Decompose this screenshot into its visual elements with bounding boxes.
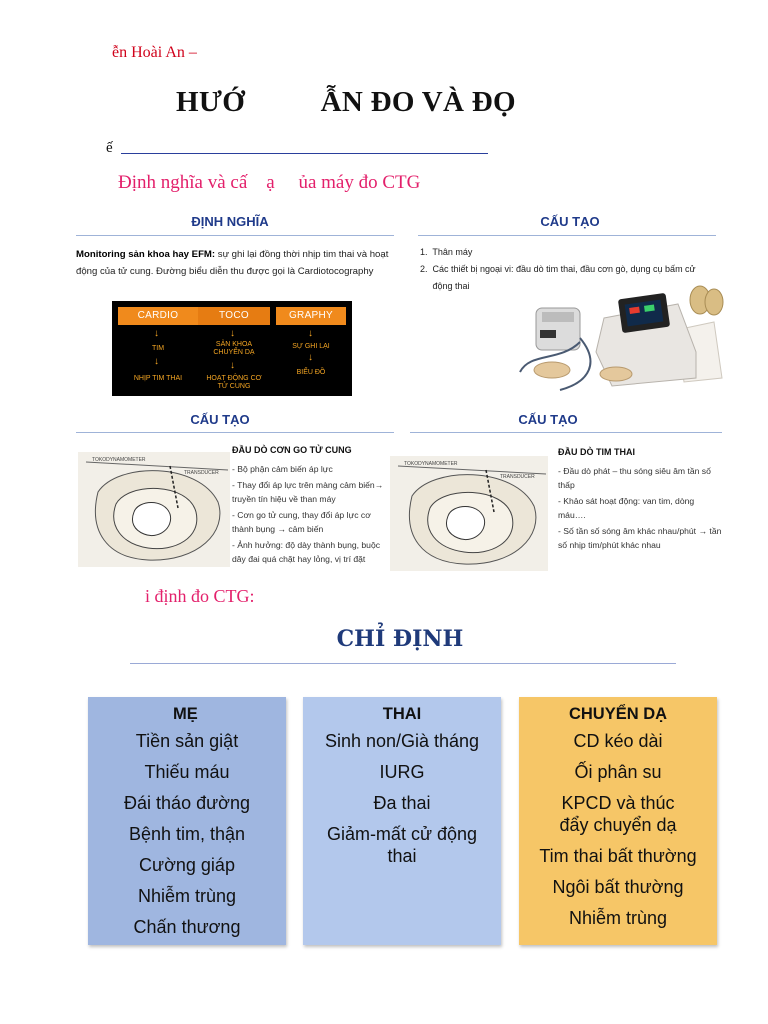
diagram-cardio-meaning: TIM xyxy=(151,345,165,352)
toco-label-tokodynamometer: TOKODYNAMOMETER xyxy=(92,457,146,463)
slide-title-toco: CẤU TẠO xyxy=(190,412,250,427)
section-heading-definition: Định nghĩa và cấ ạ ủa máy đo CTG xyxy=(118,172,421,193)
arrow-down-icon: ↓ xyxy=(154,328,159,339)
definition-body: sự ghi lại đồng thời nhịp tim thai và hoạt động của tử cung. Đường biểu diễn thu được gọi là Cardiotocography xyxy=(76,249,389,277)
indication-item: Nhiễm trùng xyxy=(137,886,237,906)
subject-underline xyxy=(121,153,488,154)
chip-graphy: GRAPHY xyxy=(276,307,346,325)
toco-bullets xyxy=(232,462,384,568)
indication-item: Thiếu máu xyxy=(144,762,230,782)
slide-title-heart: CẤU TẠO xyxy=(518,412,578,427)
ctg-machine-photo xyxy=(500,282,730,398)
chip-toco: TOCO xyxy=(198,307,270,325)
indication-item: Chấn thương xyxy=(133,917,241,937)
card-labor xyxy=(519,697,717,945)
heart-transducer-illustration xyxy=(390,456,548,571)
author-line: ễn Hoài An – xyxy=(112,44,197,61)
slide-rule xyxy=(418,235,716,236)
slide-rule xyxy=(76,235,394,236)
indication-item: Tiền sản giật xyxy=(135,731,239,751)
document-title: HƯỚ ẪN ĐO VÀ ĐỌ xyxy=(176,86,516,118)
indication-item: Ối phân su xyxy=(574,762,662,782)
indications-title: CHỈ ĐỊNH xyxy=(336,626,464,652)
heart-bullet: - Đầu dò phát – thu sóng siêu âm tần số thấp xyxy=(558,466,711,490)
card-fetus-items xyxy=(303,730,501,867)
diagram-toco-meaning: SẢN KHOA CHUYỂN DẠ xyxy=(213,341,255,356)
indication-item: Cường giáp xyxy=(139,855,235,875)
toco-bullet: - Cơn go tử cung, thay đổi áp lực cơ thành bụng → cảm biến xyxy=(232,510,371,534)
indication-item: Đái tháo đường xyxy=(124,793,250,813)
indication-item: Bệnh tim, thận xyxy=(128,824,246,844)
arrow-down-icon: ↓ xyxy=(308,328,313,339)
subject-label: ế xyxy=(106,140,113,156)
arrow-down-icon: ↓ xyxy=(308,352,313,363)
structure-item: 1. Thân máy xyxy=(420,247,473,257)
toco-heading: ĐẦU DÒ CƠN GO TỬ CUNG xyxy=(232,445,352,455)
heart-bullet: - Khảo sát hoạt động: van tim, dòng máu…. xyxy=(558,496,695,520)
slide-title-structure: CẤU TẠO xyxy=(540,214,600,229)
slide-rule xyxy=(76,432,394,433)
structure-item: 2. Các thiết bị ngoại vi: đầu dò tim thai, đầu cơn gò, dụng cụ bấm cử xyxy=(420,264,696,274)
heart-bullets xyxy=(558,464,724,554)
indication-item: Nhiễm trùng xyxy=(568,908,668,928)
toco-bullet: - Thay đổi áp lực trên màng cảm biến→ truyền tín hiệu về than máy xyxy=(232,480,384,504)
card-fetus xyxy=(303,697,501,945)
diagram-graphy-meaning: SỰ GHI LẠI xyxy=(292,343,330,350)
slide-rule xyxy=(410,432,722,433)
arrow-down-icon: ↓ xyxy=(230,360,235,371)
cardiotocography-diagram xyxy=(112,301,352,396)
toco-bullet: - Ảnh hưởng: độ dày thành bụng, buộc dây đai quá chặt hay lỏng, vị trí đặt xyxy=(232,540,381,564)
card-mother xyxy=(88,697,286,945)
definition-term: Monitoring sản khoa hay EFM: xyxy=(76,249,216,260)
indication-item: KPCD và thúc đẩy chuyển dạ xyxy=(559,793,677,835)
toco-transducer-illustration xyxy=(78,452,230,567)
card-labor-heading: CHUYỂN DẠ xyxy=(568,705,668,723)
heart-bullet: - Số tần số sóng âm khác nhau/phút → tần số nhịp tim/phút khác nhau xyxy=(558,526,722,550)
diagram-graphy-result: BIỂU ĐỒ xyxy=(296,369,326,376)
toco-bullet: - Bộ phận cảm biến áp lực xyxy=(232,464,333,474)
heart-label-tokodynamometer: TOKODYNAMOMETER xyxy=(404,461,458,467)
card-mother-heading: MẸ xyxy=(173,705,198,723)
arrow-down-icon: ↓ xyxy=(230,328,235,339)
indication-item: IURG xyxy=(379,762,425,782)
indication-item: Ngôi bất thường xyxy=(552,877,684,897)
indication-item: Tim thai bất thường xyxy=(539,846,697,866)
slide-title-definition: ĐỊNH NGHĨA xyxy=(191,214,269,229)
card-mother-items xyxy=(88,730,286,938)
section-heading-indications: i định đo CTG: xyxy=(145,586,255,606)
diagram-cardio-result: NHỊP TIM THAI xyxy=(133,375,183,382)
card-labor-items xyxy=(519,730,717,929)
heart-label-transducer: TRANSDUCER xyxy=(500,474,535,480)
indication-item: Sinh non/Già tháng xyxy=(324,731,480,751)
definition-text xyxy=(76,246,394,280)
indication-item: CD kéo dài xyxy=(573,731,663,751)
chip-cardio: CARDIO xyxy=(118,307,198,325)
structure-item: động thai xyxy=(420,281,470,291)
diagram-toco-result: HOẠT ĐỘNG CƠ TỬ CUNG xyxy=(206,375,262,390)
toco-label-transducer: TRANSDUCER xyxy=(184,470,219,476)
indication-item: Giảm-mất cử động thai xyxy=(326,824,478,866)
indication-item: Đa thai xyxy=(373,793,431,813)
heart-heading: ĐẦU DÒ TIM THAI xyxy=(558,447,635,457)
indications-rule xyxy=(130,663,676,664)
card-fetus-heading: THAI xyxy=(382,705,422,723)
arrow-down-icon: ↓ xyxy=(154,356,159,367)
